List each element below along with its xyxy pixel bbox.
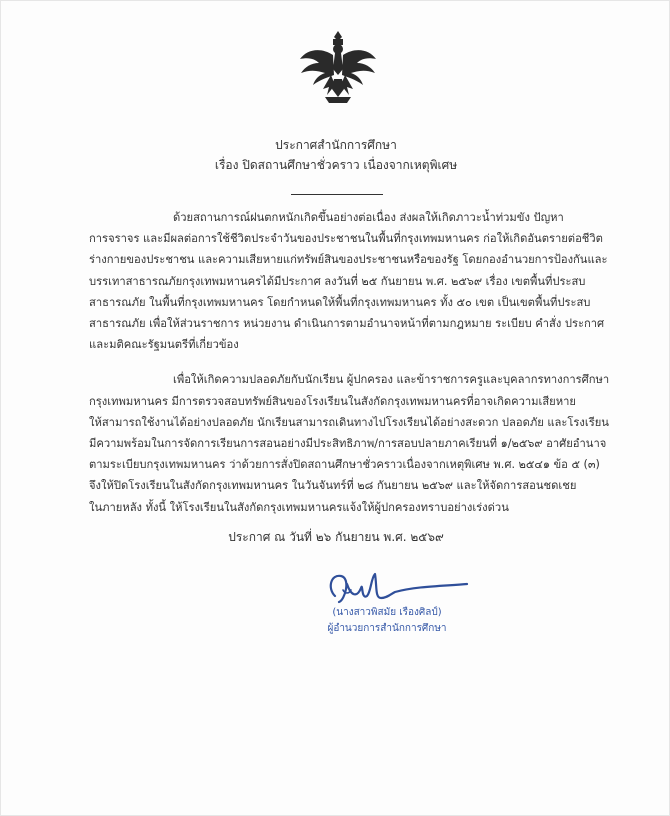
paragraph-1 bbox=[89, 207, 608, 355]
text-line: สาธารณภัย ในพื้นที่กรุงเทพมหานคร โดยกำหนดให้พื้นที่กรุงเทพมหานคร ทั้ง ๕๐ เขต เป็นเขตพื้นที่ประสบ bbox=[89, 295, 591, 309]
announcement-header bbox=[1, 135, 670, 175]
signer-block bbox=[287, 605, 487, 637]
text-line: ร่างกายของประชาชน และความเสียหายแก่ทรัพย์สินของประชาชนหรือของรัฐ โดยกองอำนวยการป้องกันและ bbox=[89, 253, 608, 267]
announcement-date: ประกาศ ณ วันที่ ๒๖ กันยายน พ.ศ. ๒๕๖๙ bbox=[228, 530, 444, 544]
signer-name: (นางสาวพิสมัย เรืองศิลป์) bbox=[332, 607, 442, 618]
announcement-title: ประกาศสำนักการศึกษา bbox=[275, 138, 397, 152]
text-line: ตามระเบียบกรุงเทพมหานคร ว่าด้วยการสั่งปิดสถานศึกษาชั่วคราวเนื่องจากเหตุพิเศษ พ.ศ. ๒๕๔๑ ข้อ ๕ (๓) bbox=[89, 458, 600, 472]
paragraph-2 bbox=[89, 369, 610, 517]
announcement-body bbox=[89, 207, 610, 518]
text-line: ในภายหลัง ทั้งนี้ ให้โรงเรียนในสังกัดกรุงเทพมหานครแจ้งให้ผู้ปกครองทราบอย่างเร่งด่วน bbox=[89, 500, 509, 514]
text-line: เพื่อให้เกิดความปลอดภัยกับนักเรียน ผู้ปกครอง และข้าราชการครูและบุคลากรทางการศึกษา bbox=[173, 373, 610, 387]
announcement-subject: เรื่อง ปิดสถานศึกษาชั่วคราว เนื่องจากเหตุพิเศษ bbox=[214, 158, 458, 172]
text-line: การจราจร และมีผลต่อการใช้ชีวิตประจำวันของประชาชนในพื้นที่กรุงเทพมหานคร ก่อให้เกิดอันตรายต่อชีวิต bbox=[89, 232, 603, 246]
text-line: ให้สามารถใช้งานได้อย่างปลอดภัย นักเรียนสามารถเดินทางไปโรงเรียนได้อย่างสะดวก ปลอดภัย และโรงเรียน bbox=[89, 415, 609, 429]
text-line: กรุงเทพมหานคร มีการตรวจสอบทรัพย์สินของโรงเรียนในสังกัดกรุงเทพมหานครที่อาจเกิดความเสียหาย bbox=[89, 394, 576, 408]
text-line: มีความพร้อมในการจัดการเรียนการสอนอย่างมีประสิทธิภาพ/การสอบปลายภาคเรียนที่ ๑/๒๕๖๙ อาศัยอำนาจ bbox=[89, 437, 607, 451]
text-line: ด้วยสถานการณ์ฝนตกหนักเกิดขึ้นอย่างต่อเนื่อง ส่งผลให้เกิดภาวะน้ำท่วมขัง ปัญหา bbox=[173, 211, 564, 224]
text-line: สาธารณภัย เพื่อให้ส่วนราชการ หน่วยงาน ดำเนินการตามอำนาจหน้าที่ตามกฎหมาย ระเบียบ คำสั่ง ประกาศ bbox=[89, 317, 605, 331]
text-line: จึงให้ปิดโรงเรียนในสังกัดกรุงเทพมหานคร ในวันจันทร์ที่ ๒๘ กันยายน ๒๕๖๙ และให้จัดการสอนชดเชย bbox=[89, 479, 577, 493]
header-divider bbox=[291, 194, 383, 195]
text-line: และมติคณะรัฐมนตรีที่เกี่ยวข้อง bbox=[89, 338, 239, 352]
signer-position: ผู้อำนวยการสำนักการศึกษา bbox=[327, 623, 447, 634]
text-line: บรรเทาสาธารณภัยกรุงเทพมหานครได้มีประกาศ ลงวันที่ ๒๕ กันยายน พ.ศ. ๒๕๖๙ เรื่อง เขตพื้นที่ประสบ bbox=[89, 274, 586, 288]
garuda-emblem-icon bbox=[297, 29, 379, 107]
